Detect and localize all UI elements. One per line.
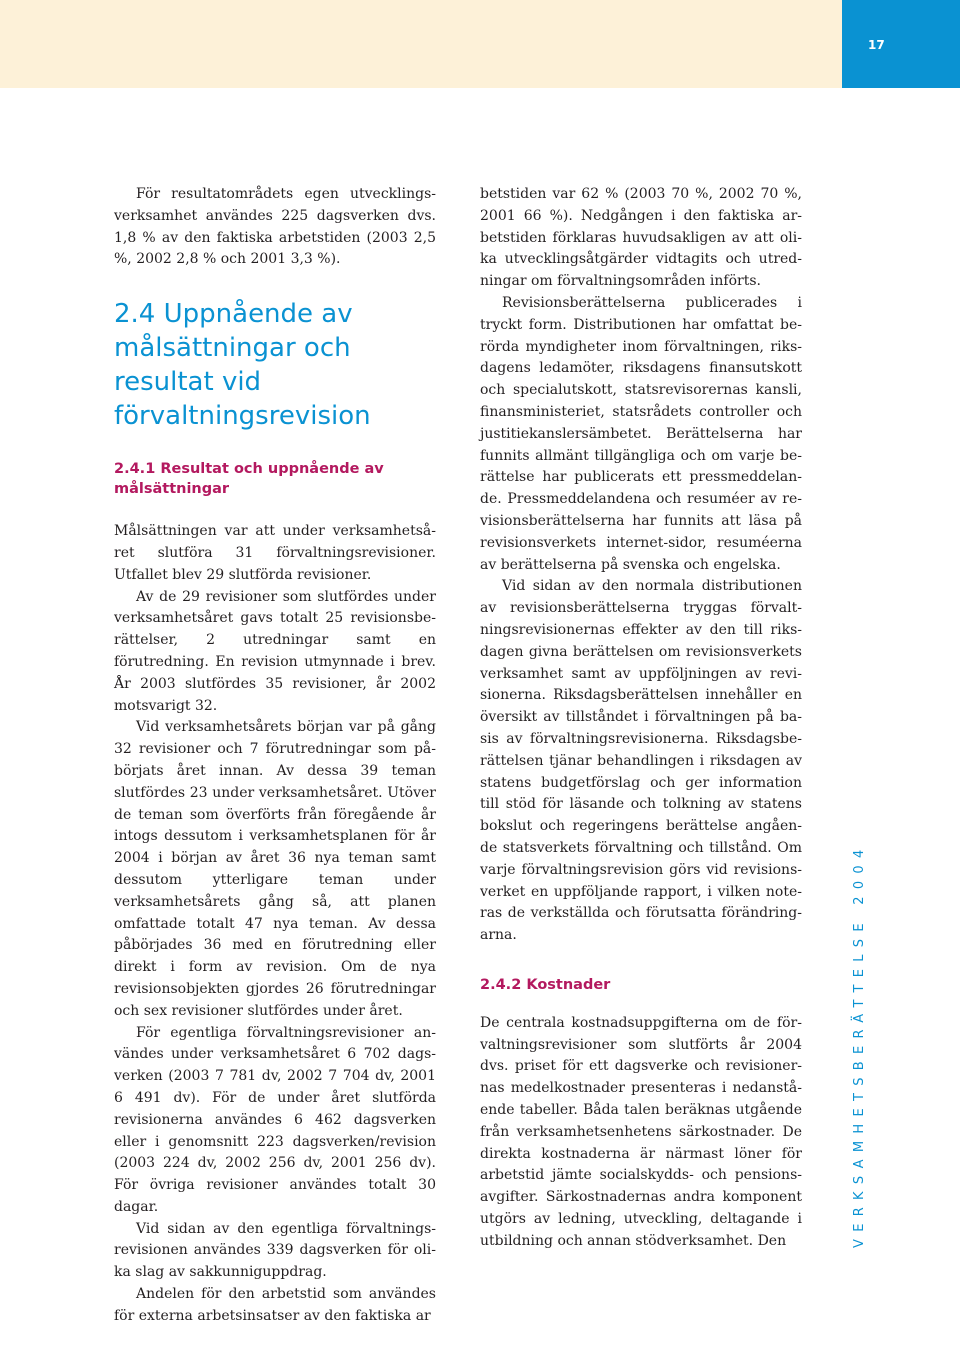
page-number-tab — [842, 0, 960, 88]
left-column — [114, 184, 436, 1328]
body-paragraph: Vid sidan av den normala distributionen av revisionsberättelserna tryggas förvaltningsrevisionernas effekter av den till riksdagen givna berättelsen om revisionsverkets verksamhet samt av uppföljningen av revisionerna. Riksdagsberättelsen innehåller en översikt av tillståndet i förvaltningen på basis av förvaltningsrevisionerna. Riksdagsberättelsen tjänar behandlingen i riksdagen av statens budgetförslag och ger information till stöd för läsande och tolkning av statens bokslut och regeringens berättelse angående statsverkets förvaltning och tillstånd. Om varje förvaltningsrevision görs vid revisionsverket en uppföljande rapport, i vilken noteras de verkställda och förutsatta förändringarna. — [480, 578, 802, 944]
header-band — [0, 0, 960, 88]
body-paragraph: Av de 29 revisioner som slutfördes under verksamhetsåret gavs totalt 25 revisionsberättelser, 2 utredningar samt en förutredning. En revision utmynnade i brev. År 2003 slutfördes 35 revisioner, år 2002 motsvarigt 32. — [114, 588, 436, 714]
body-paragraph: Revisionsberättelserna publicerades i tryckt form. Distributionen har omfattat berörda myndigheter inom förvaltningen, riksdagens ledamöter, riksdagens finansutskott och specialutskott, statsrevisorernas kansli, finansministeriet, statsrådets controller och justitiekanslersämbetet. Berättelserna har funnits allmänt tillgängliga och om varje berättelse har publicerats ett pressmeddelande. Pressmeddelandena och resuméer av revisionsberättelserna har funnits att läsa på revisionsverkets internet-sidor, resuméerna av berättelserna på svenska och engelska. — [480, 294, 802, 573]
subsection-heading: 2.4.1 Resultat och uppnående av målsättningar — [114, 461, 384, 498]
body-paragraph: Andelen för den arbetstid som användes för externa arbetsinsatser av den faktiska ar — [114, 1286, 436, 1324]
continuation-paragraph: betstiden var 62 % (2003 70 %, 2002 70 %, 2001 66 %). Nedgången i den faktiska arbetstiden förklaras huvudsakligen av att olika utvecklingsåtgärder vidtagits och utredningar om förvaltningsområden införts. — [480, 186, 802, 290]
intro-paragraph: För resultatområdets egen utvecklingsverksamhet användes 225 dagsverken dvs. 1,8 % av den faktiska arbetstiden (2003 2,5 %, 2002 2,8 % och 2001 3,3 %). — [114, 186, 436, 268]
side-running-title: VERKSAMHETSBERÄTTELSE 2004 — [852, 842, 867, 1248]
body-paragraph: Målsättningen var att under verksamhetsåret slutföra 31 förvaltningsrevisioner. Utfallet blev 29 slutförda revisioner. — [114, 523, 436, 583]
body-paragraph: Vid verksamhetsårets början var på gång 32 revisioner och 7 förutredningar som påbörjats året innan. Av dessa 39 teman slutfördes 23 under verksamhetsåret. Utöver de teman som överförts från föregående år intogs dessutom i verksamhetsplanen för år 2004 i början av året 36 nya teman samt dessutom ytterligare teman under verksamhetsårets gång så, att planen omfattade totalt 47 nya teman. Av dessa påbörjades 36 med en förutredning eller direkt i form av revision. Om de nya revisionsobjekten gjordes 26 förutredningar och sex revisioner slutfördes under året. — [114, 719, 436, 1019]
page-number: 17 — [868, 38, 885, 52]
section-heading: 2.4 Uppnående av målsättningar och resultat vid förvaltningsrevision — [114, 299, 371, 432]
costs-heading: 2.4.2 Kostnader — [480, 976, 611, 993]
right-column — [480, 184, 802, 1253]
body-paragraph: Vid sidan av den egentliga förvaltningsrevisionen användes 339 dagsverken för olika slag av sakkunniguppdrag. — [114, 1220, 436, 1281]
body-paragraph: För egentliga förvaltningsrevisioner användes under verksamhetsåret 6 702 dagsverken (2003 7 781 dv, 2002 7 704 dv, 2001 6 491 dv). För de under året slutförda revisionerna användes 6 462 dagsverken eller i genomsnitt 223 dagsverken/revision (2003 224 dv, 2002 256 dv, 2001 256 dv). För övriga revisioner användes totalt 30 dagar. — [114, 1024, 436, 1215]
costs-paragraph: De centrala kostnadsuppgifterna om de förvaltningsrevisioner som slutförts år 2004 dvs. priset för ett dagsverke och revisionernas medelkostnader presenteras i nedanstående tabeller. Båda talen beräknas utgående från verksamhetsenhetens särkostnader. De direkta kostnaderna är närmast löner för arbetstid jämte socialskydds- och pensionsavgifter. Särkostnadernas andra komponent utgörs av ledning, utveckling, deltagande i utbildning och annan stödverksamhet. Den — [480, 1014, 802, 1249]
